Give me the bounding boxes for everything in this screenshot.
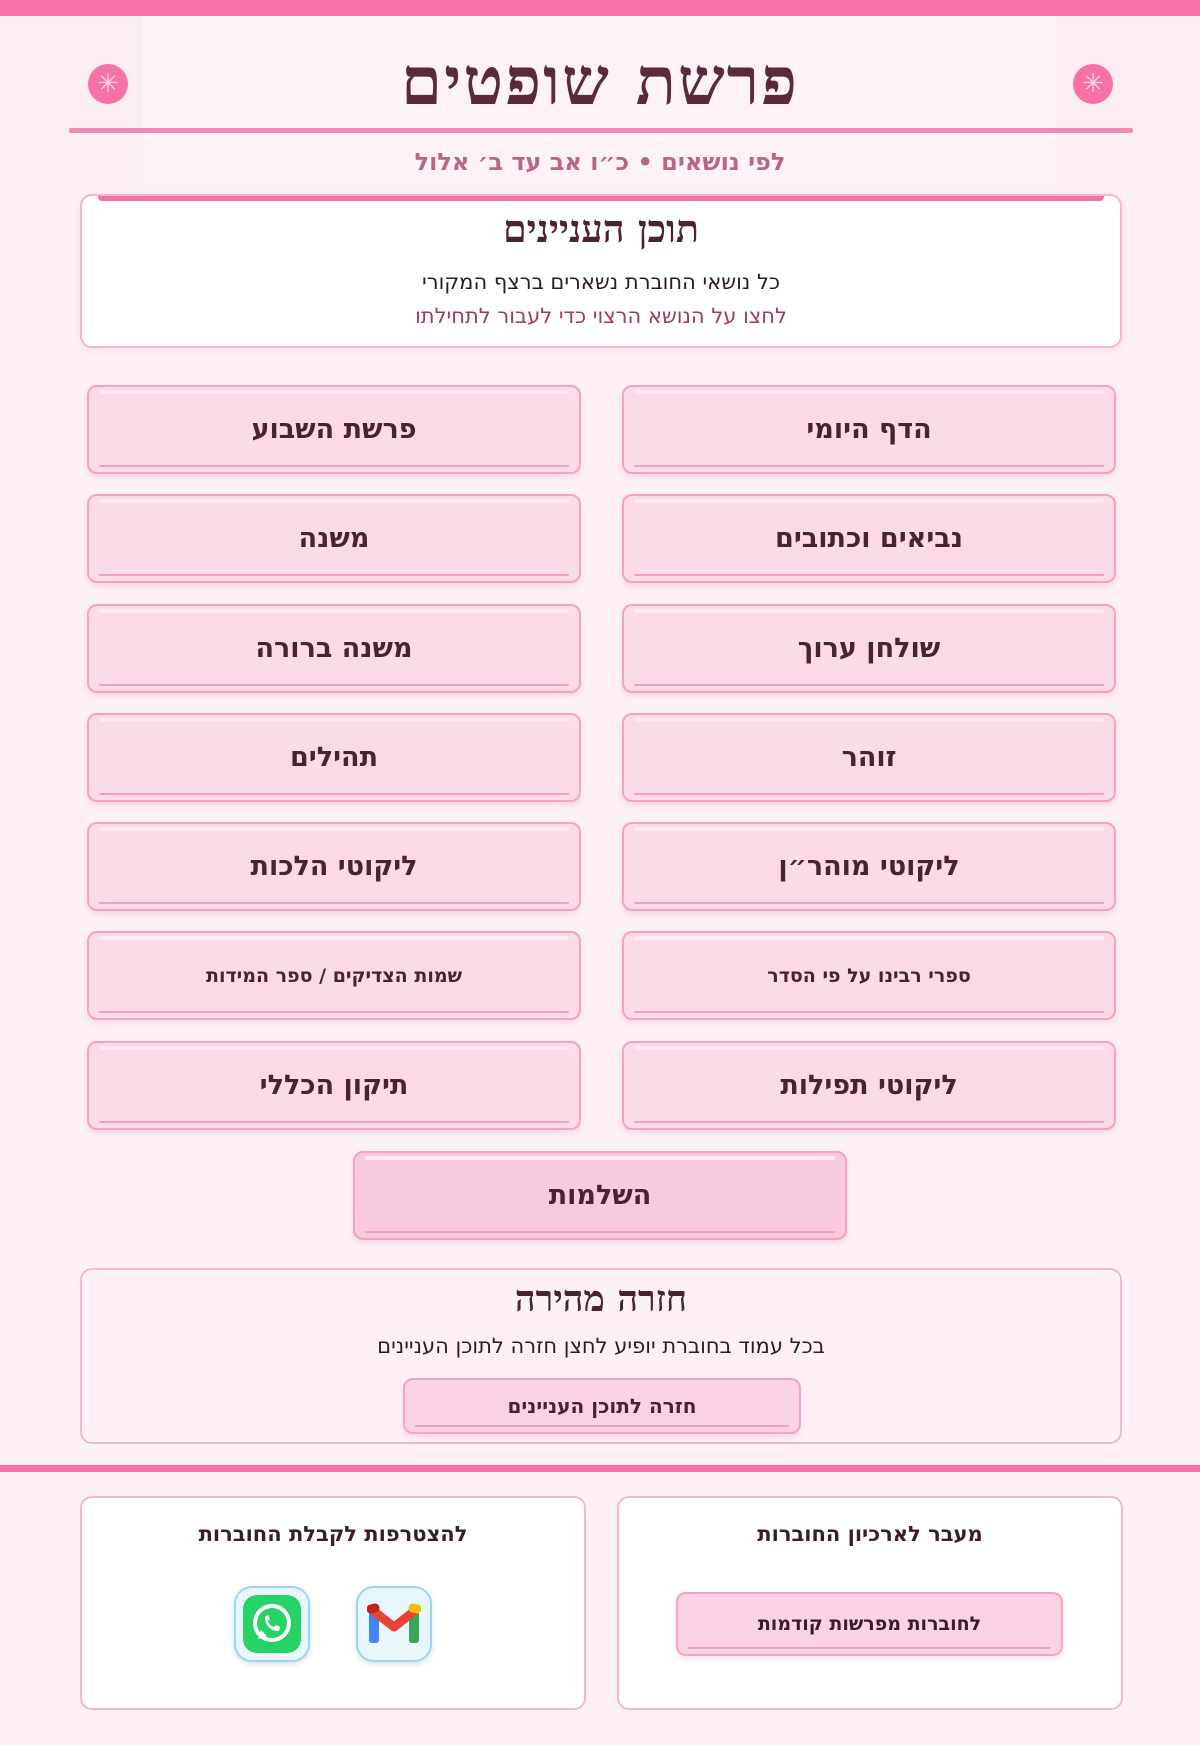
decorative-star-icon: ✳ [88,64,128,104]
topic-button-neviim[interactable]: נביאים וכתובים [622,494,1116,583]
topic-button-tikun-haklali[interactable]: תיקון הכללי [87,1041,581,1130]
return-to-toc-button[interactable]: חזרה לתוכן העניינים [403,1378,801,1434]
quick-return-card [80,1268,1122,1444]
quick-return-title: חזרה מהירה [514,1278,688,1320]
title-divider [69,128,1133,133]
gmail-icon[interactable] [356,1586,432,1662]
archive-title: מעבר לארכיון החוברות [757,1522,983,1546]
page-title: פרשת שופטים [400,42,800,120]
topic-button-likutey-halachot[interactable]: ליקוטי הלכות [87,822,581,911]
topic-button-likutey-tefilot[interactable]: ליקוטי תפילות [622,1041,1116,1130]
toc-description: כל נושאי החוברת נשארים ברצף המקורי [422,270,780,294]
topic-button-mishna-brura[interactable]: משנה ברורה [87,604,581,693]
archive-card [617,1496,1123,1710]
previous-booklets-button[interactable]: לחוברות מפרשות קודמות [676,1592,1063,1656]
page-subtitle: לפי נושאים • כ״ו אב עד ב׳ אלול [414,148,786,176]
toc-title: תוכן העניינים [502,206,700,251]
whatsapp-icon[interactable] [234,1586,310,1662]
topic-button-tzadikim-names[interactable]: שמות הצדיקים / ספר המידות [87,931,581,1020]
decorative-star-icon: ✳ [1073,64,1113,104]
topic-button-tehilim[interactable]: תהילים [87,713,581,802]
topic-button-parasha[interactable]: פרשת השבוע [87,385,581,474]
topic-button-rabbeinu-books[interactable]: ספרי רבינו על פי הסדר [622,931,1116,1020]
toc-instruction: לחצו על הנושא הרצוי כדי לעבור לתחילתו [415,304,787,328]
gmail-logo [367,1603,421,1645]
topic-button-hashlamot[interactable]: השלמות [353,1151,847,1240]
quick-return-text: בכל עמוד בחוברת יופיע לחצן חזרה לתוכן העניינים [377,1334,825,1358]
topic-button-daf-yomi[interactable]: הדף היומי [622,385,1116,474]
footer-divider [0,1465,1200,1472]
topic-button-zohar[interactable]: זוהר [622,713,1116,802]
join-card [80,1496,586,1710]
toc-card [80,194,1122,348]
join-title: להצטרפות לקבלת החוברות [198,1522,468,1546]
topic-button-likutey-moharan[interactable]: ליקוטי מוהר״ן [622,822,1116,911]
topic-button-shulchan-aruch[interactable]: שולחן ערוך [622,604,1116,693]
whatsapp-logo [241,1593,303,1655]
top-accent-bar [0,0,1200,16]
topic-button-mishna[interactable]: משנה [87,494,581,583]
